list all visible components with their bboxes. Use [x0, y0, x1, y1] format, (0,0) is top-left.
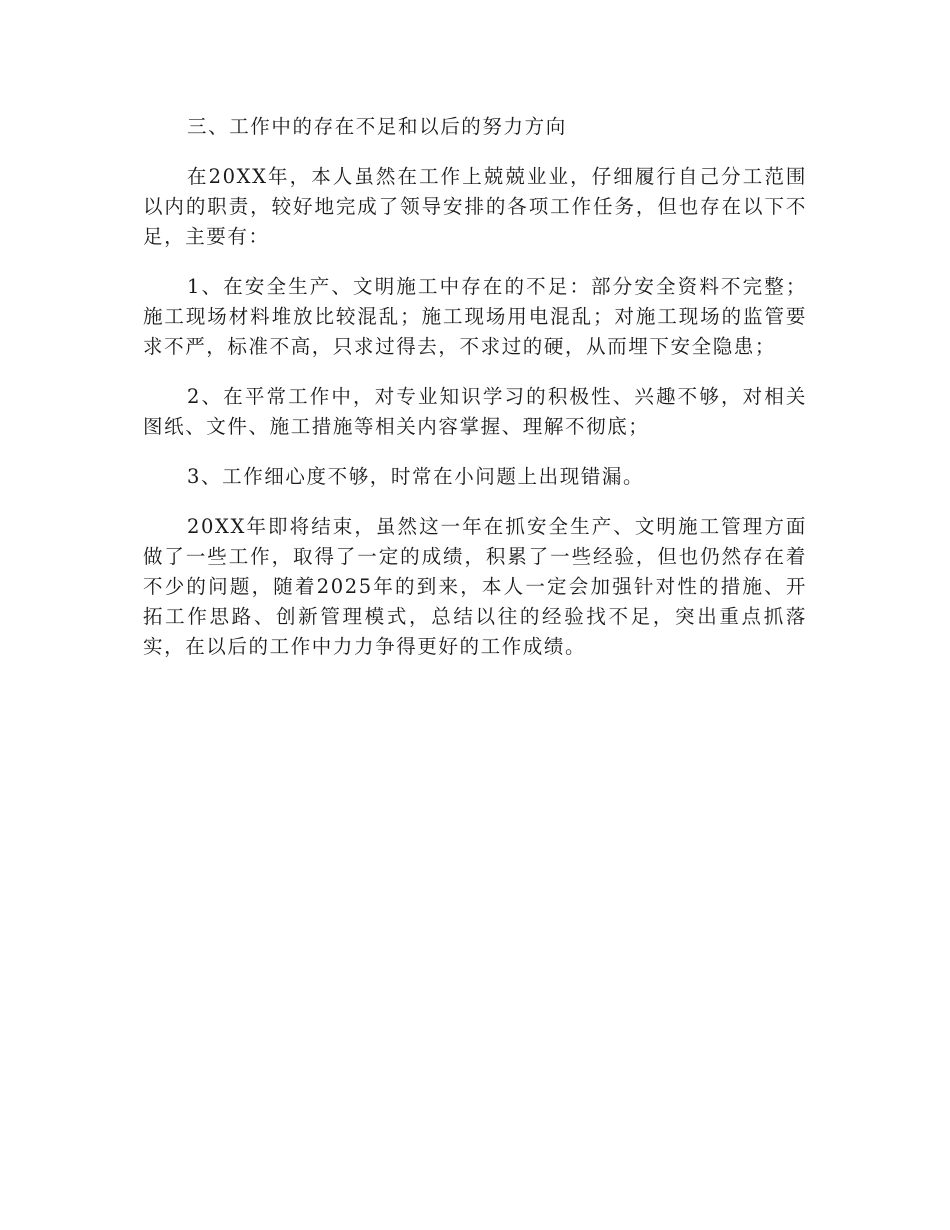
document-page — [143, 112, 807, 682]
paragraph-intro: 在20XX年，本人虽然在工作上兢兢业业，仔细履行自己分工范围以内的职责，较好地完成了领导安排的各项工作任务，但也存在以下不足，主要有： — [143, 165, 807, 248]
paragraph-item-1: 1、在安全生产、文明施工中存在的不足：部分安全资料不完整；施工现场材料堆放比较混乱；施工现场用电混乱；对施工现场的监管要求不严，标准不高，只求过得去，不求过的硬，从而埋下安全隐患； — [143, 275, 807, 358]
paragraph-item-3: 3、工作细心度不够，时常在小问题上出现错漏。 — [187, 465, 645, 488]
paragraph-item-2: 2、在平常工作中，对专业知识学习的积极性、兴趣不够，对相关图纸、文件、施工措施等相关内容掌握、理解不彻底； — [143, 385, 807, 438]
paragraph-conclusion: 20XX年即将结束，虽然这一年在抓安全生产、文明施工管理方面做了一些工作，取得了一定的成绩，积累了一些经验，但也仍然存在着不少的问题，随着2025年的到来，本人一定会加强针对性的措施、开拓工作思路、创新管理模式，总结以往的经验找不足，突出重点抓落实，在以后的工作中力力争得更好的工作成绩。 — [143, 515, 807, 658]
section-heading: 三、工作中的存在不足和以后的努力方向 — [187, 115, 567, 138]
